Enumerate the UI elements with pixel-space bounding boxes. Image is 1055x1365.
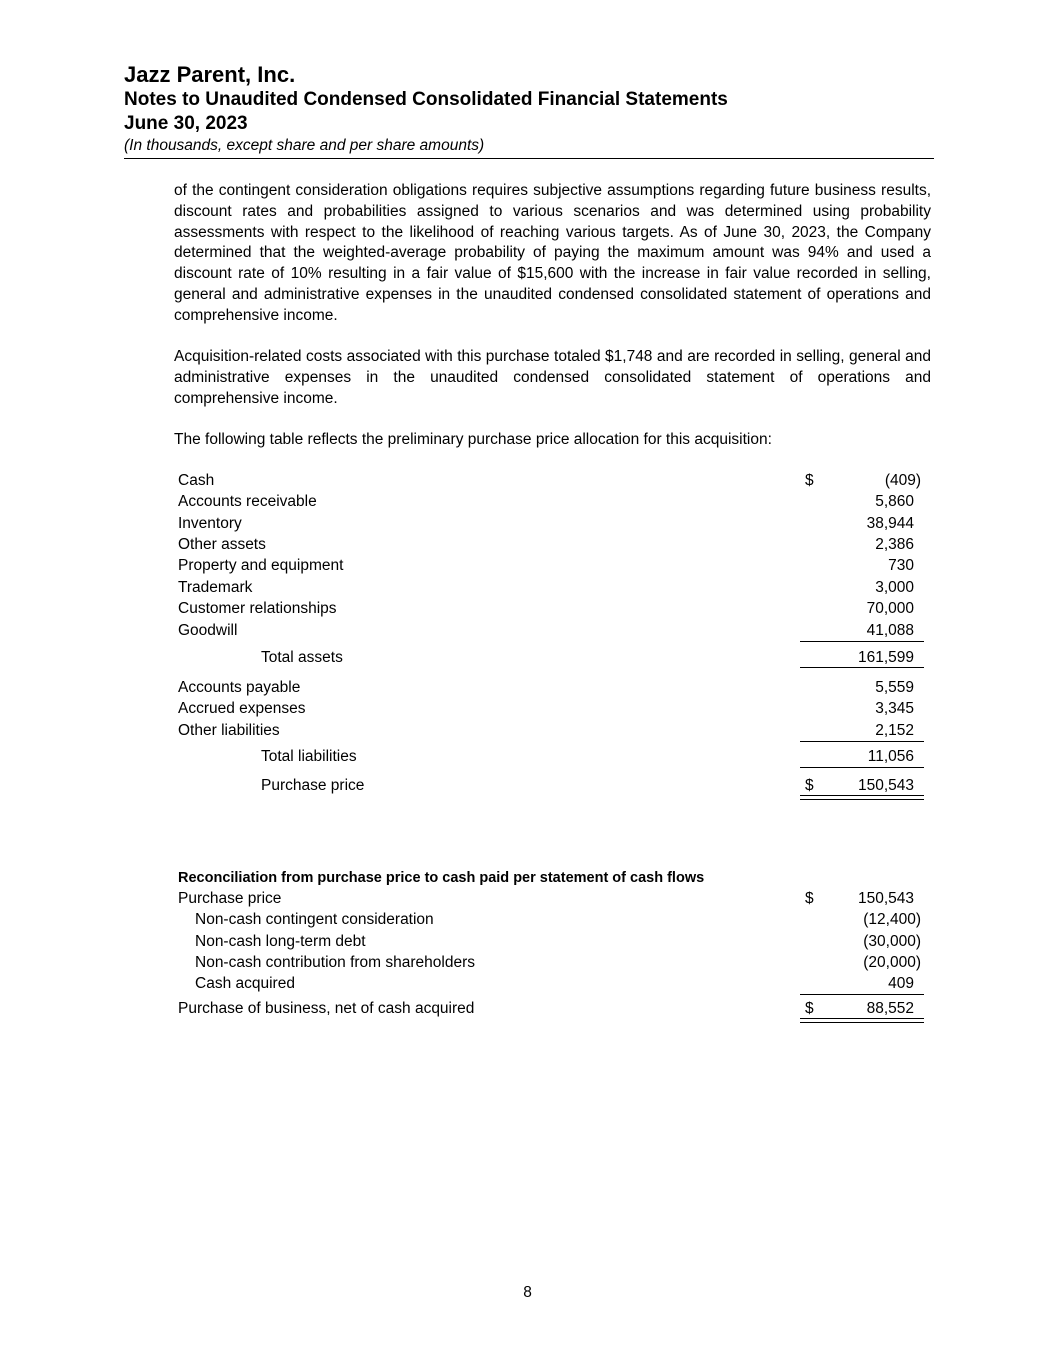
table-row: Trademark 3,000 [178,579,914,596]
table-row: Goodwill 41,088 [178,622,914,639]
currency-symbol: $ [805,777,814,794]
table-row: Cash acquired 409 [195,975,914,992]
net-purchase-row: Purchase of business, net of cash acquired $ 88,552 [178,1000,914,1017]
units-note: (In thousands, except share and per share amounts) [124,137,485,154]
page-number: 8 [523,1284,532,1301]
reconciliation-heading: Reconciliation from purchase price to cash paid per statement of cash flows [178,870,705,886]
table-row: Cash $ (409) [178,472,921,489]
subtotal-underline [800,741,924,742]
table-row: Accounts receivable 5,860 [178,493,914,510]
currency-symbol: $ [805,472,814,489]
subtotal-underline [800,641,924,642]
table-row: Purchase price $ 150,543 [178,890,914,907]
subtotal-underline [800,994,924,995]
reconciliation-heading-row [178,868,924,888]
table-row: Other assets 2,386 [178,536,914,553]
table-row: Non-cash contingent consideration (12,400) [195,911,921,928]
table-row: Inventory 38,944 [178,515,914,532]
table-row: Accrued expenses 3,345 [178,700,914,717]
total-underline [800,767,924,768]
currency-symbol: $ [805,1000,814,1017]
total-underline [800,667,924,668]
double-underline [800,795,924,800]
table-row: Non-cash long-term debt (30,000) [195,933,921,950]
purchase-price-row: Purchase price $ 150,543 [261,777,914,794]
table-row: Property and equipment 730 [178,557,914,574]
paragraph-table-intro: The following table reflects the preliminary purchase price allocation for this acquisition: [174,431,772,448]
table-row: Accounts payable 5,559 [178,679,914,696]
document-title: Notes to Unaudited Condensed Consolidated Financial Statements [124,89,728,110]
paragraph-contingent-consideration: of the contingent consideration obligations requires subjective assumptions regarding future business results, discount rates and probabilities assigned to various scenarios and was determined using probability assessments with respect to the likelihood of reaching various targets. As of June 30, 2023, the Company determined that the weighted-average probability of paying the maximum amount was 94% and used a discount rate of 10% resulting in a fair value of $15,600 with the increase in fair value recorded in selling, general and administrative expenses in the unaudited condensed consolidated statement of operations and comprehensive income. [174,182,931,324]
company-name: Jazz Parent, Inc. [124,62,296,87]
currency-symbol: $ [805,890,814,907]
header-divider [124,158,934,159]
document-date: June 30, 2023 [124,113,248,134]
total-assets-row: Total assets 161,599 [261,649,914,666]
double-underline [800,1018,924,1023]
table-row: Other liabilities 2,152 [178,722,914,739]
table-row: Customer relationships 70,000 [178,600,914,617]
total-liabilities-row: Total liabilities 11,056 [261,748,914,765]
table-row: Non-cash contribution from shareholders (20,000) [195,954,921,971]
page-header [124,62,934,156]
paragraph-acquisition-costs: Acquisition-related costs associated with this purchase totaled $1,748 and are recorded in selling, general and administrative expenses in the unaudited condensed consolidated statement of operations and comprehensive income. [174,348,931,407]
